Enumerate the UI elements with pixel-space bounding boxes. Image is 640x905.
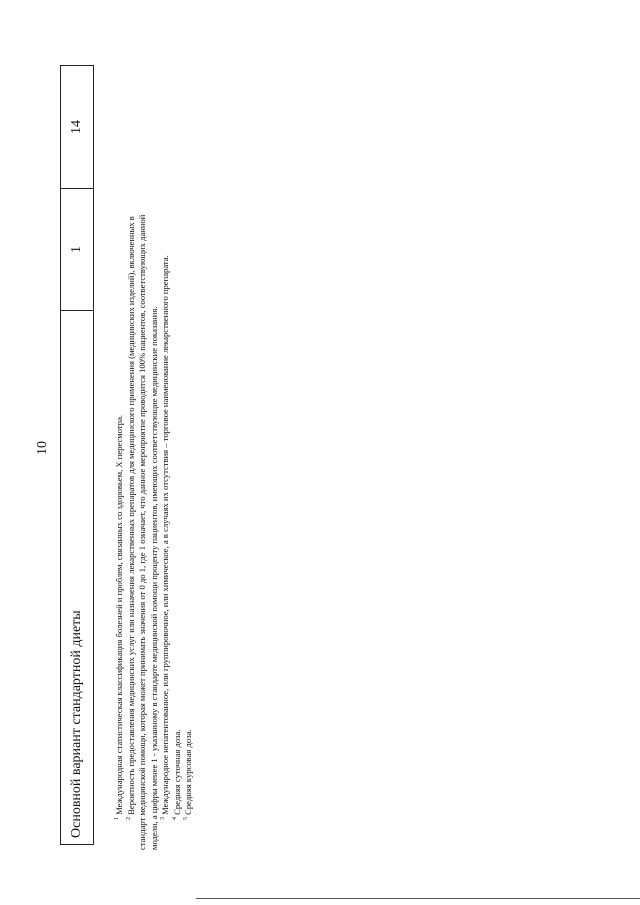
footnotes-container — [110, 40, 193, 860]
footnotes — [114, 50, 193, 850]
table-cell-diet-name: Основной вариант стандартной диеты — [61, 310, 93, 844]
footnote-1: $^1$ Международная статистическая классификация болезней и проблем, связанных со здоровьем, X пересмотра. — [114, 414, 124, 820]
footnote-3: $^3$ Международное непатентованное, или группировочное, или химическое, а в случаях их отсутствия – торговое наименование лекарственного препарата. — [160, 255, 170, 820]
page-number: 10 — [35, 441, 50, 455]
footnote-2: $^2$ Вероятность предоставления медицинских услуг или назначения лекарственных препаратов для медицинского применения (медицинских изделий), включенных в — [125, 216, 136, 820]
table-cell-quantity: 14 — [69, 120, 84, 134]
table-cell-frequency: 1 — [61, 188, 93, 310]
footnote-5: $^5$ Средняя курсовая доза. — [183, 729, 193, 820]
footnote-2-cont: стандарт медицинской помощи, которая может принимать значения от 0 до 1, где 1 означает, что данное мероприятие проводится 100% пациентов, соответствующих данной — [137, 214, 147, 850]
table-container — [60, 60, 94, 850]
footnote-4: $^4$ Средняя суточная доза. — [171, 729, 182, 820]
standard-table-row — [60, 65, 94, 845]
scan-edge-line — [196, 898, 640, 899]
footnote-2-cont2: модели, а цифры менее 1 - указанному в стандарте медицинской помощи проценту пациентов, имеющих соответствующие медицинские показания. — [148, 306, 159, 850]
